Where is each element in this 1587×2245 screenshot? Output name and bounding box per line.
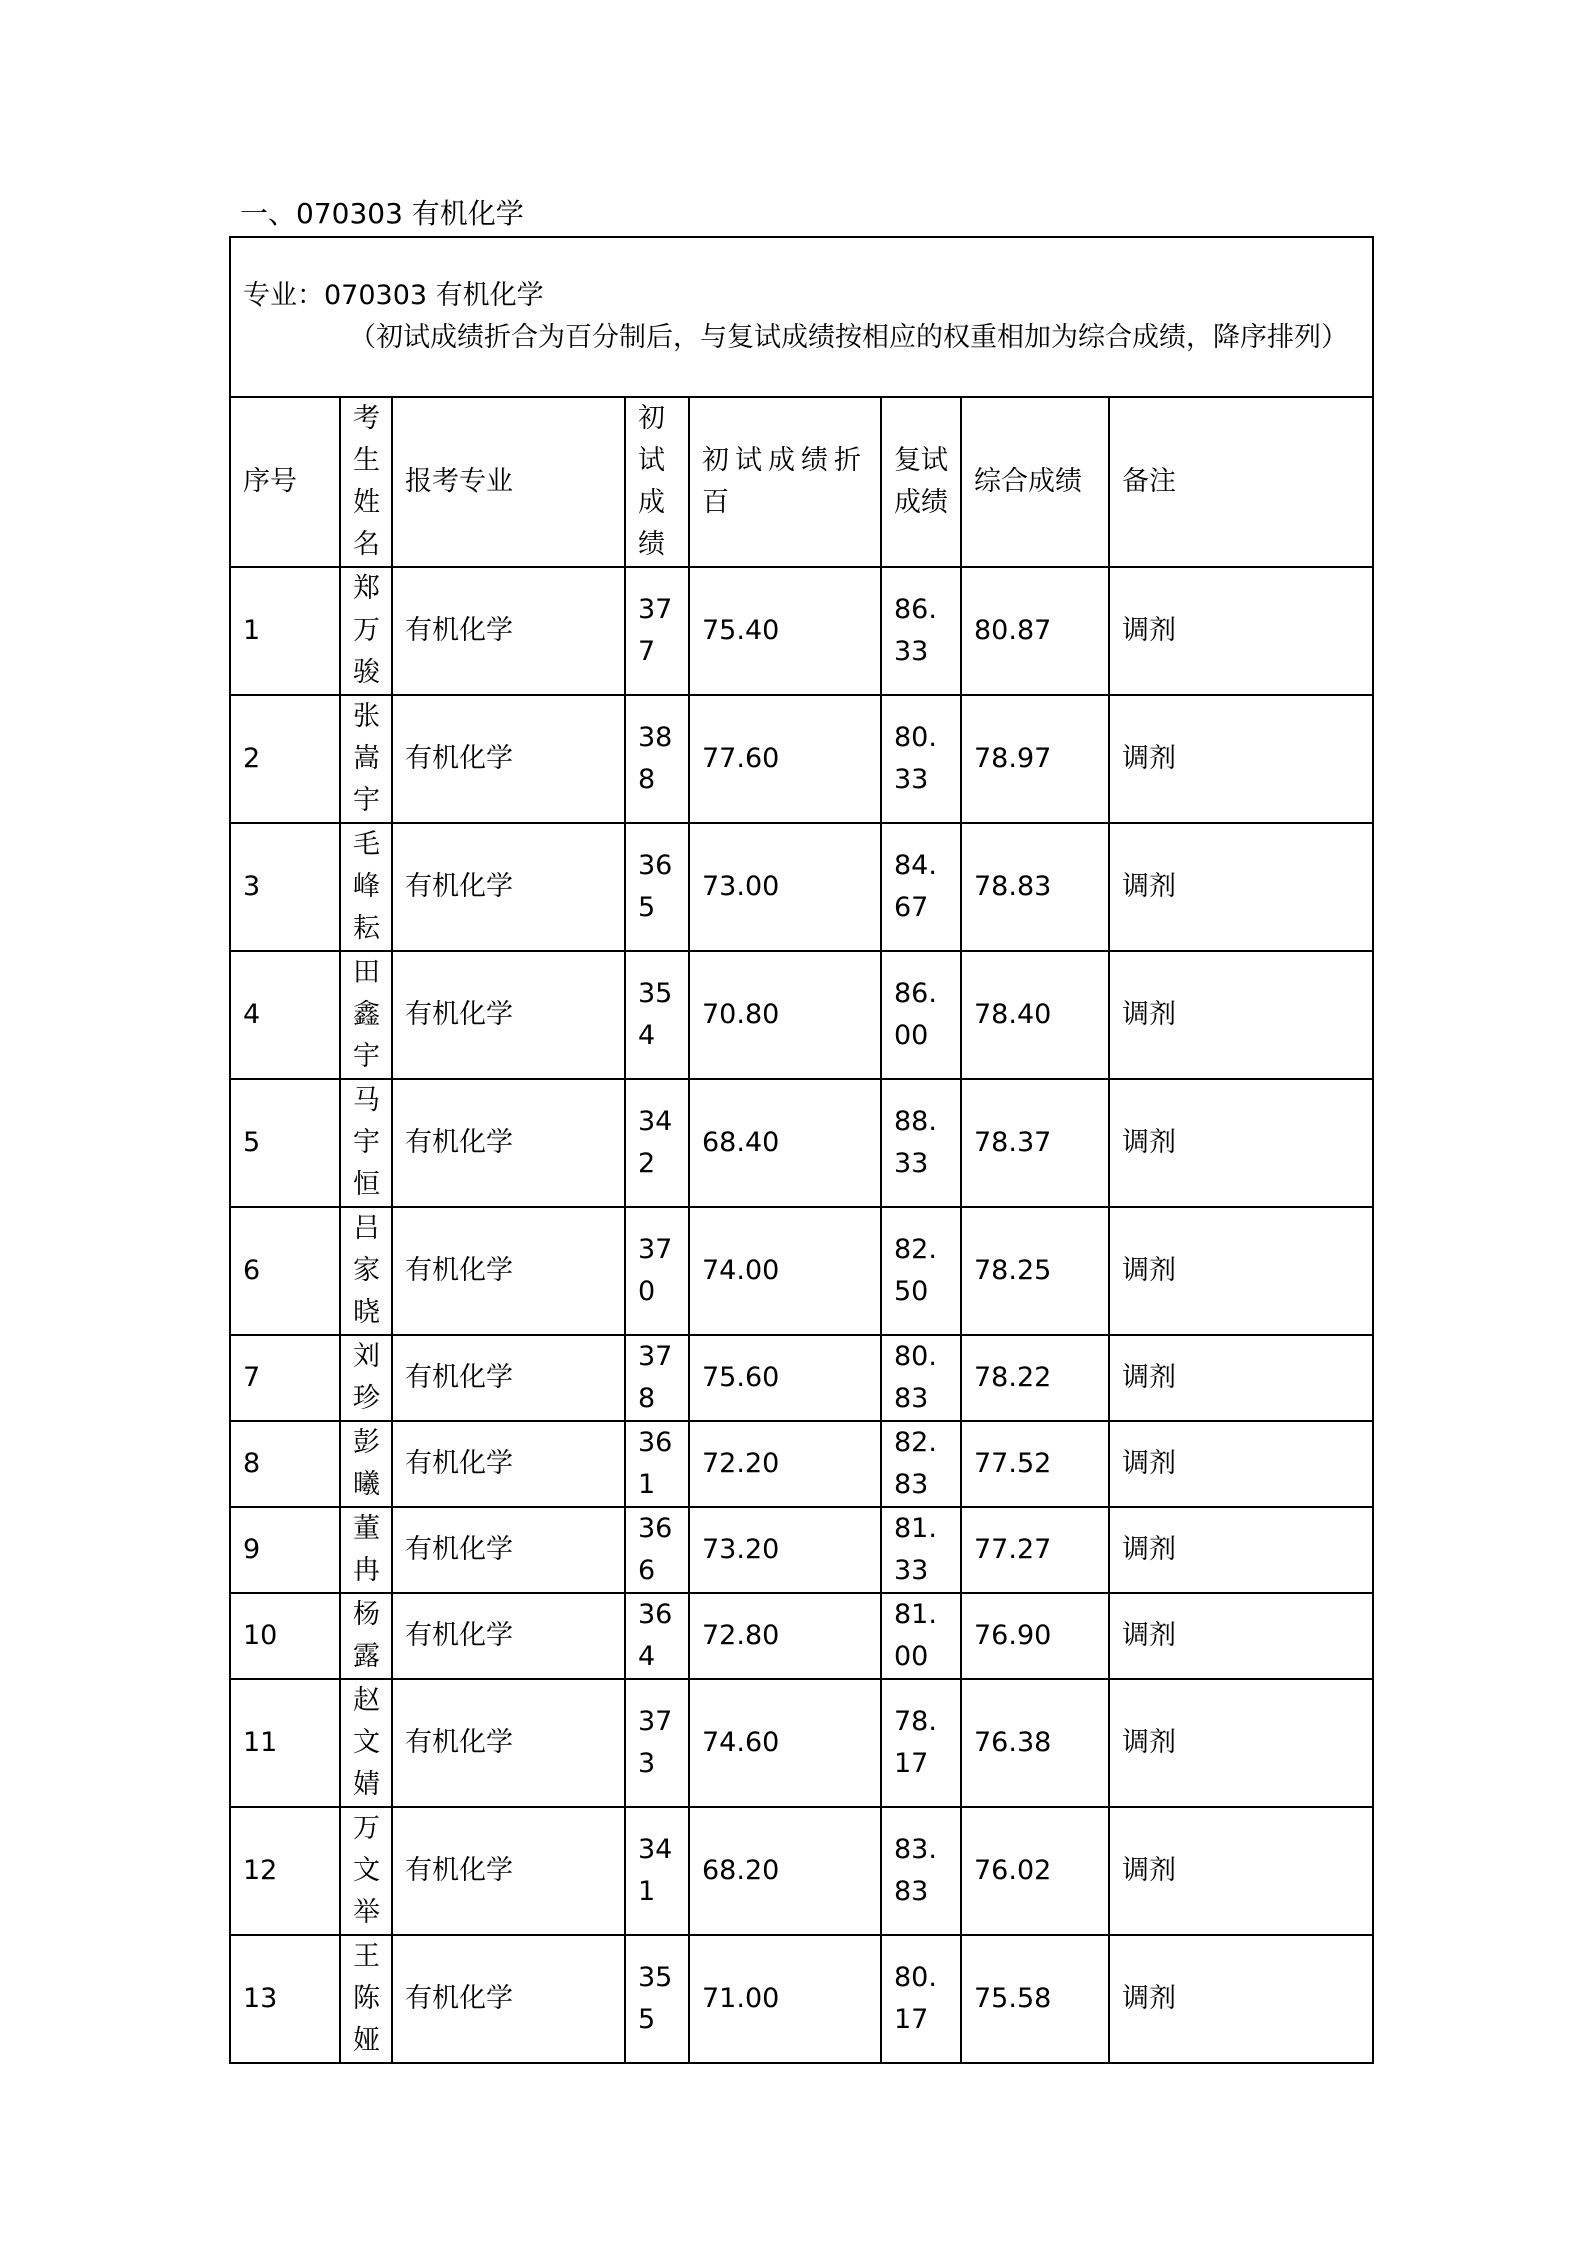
table-row (230, 695, 1373, 823)
table-caption (230, 237, 1373, 397)
col-header-prelim-pct: 初试成绩折百 (689, 397, 881, 567)
cell-prelim: 361 (625, 1421, 689, 1507)
cell-name: 张嵩宇 (340, 695, 392, 823)
cell-retest: 80.33 (881, 695, 961, 823)
table-row (230, 1935, 1373, 2063)
cell-prelim-pct: 73.20 (689, 1507, 881, 1593)
cell-total: 78.37 (961, 1079, 1109, 1207)
cell-prelim-pct: 72.20 (689, 1421, 881, 1507)
cell-major: 有机化学 (392, 1335, 625, 1421)
col-header-total: 综合成绩 (961, 397, 1109, 567)
table-row (230, 1679, 1373, 1807)
cell-note: 调剂 (1109, 1079, 1373, 1207)
cell-note: 调剂 (1109, 1207, 1373, 1335)
cell-note: 调剂 (1109, 1679, 1373, 1807)
cell-no: 3 (230, 823, 340, 951)
cell-note: 调剂 (1109, 1335, 1373, 1421)
cell-prelim: 370 (625, 1207, 689, 1335)
cell-total: 78.40 (961, 951, 1109, 1079)
cell-no: 8 (230, 1421, 340, 1507)
cell-prelim: 341 (625, 1807, 689, 1935)
table-row (230, 567, 1373, 695)
cell-major: 有机化学 (392, 951, 625, 1079)
cell-major: 有机化学 (392, 1421, 625, 1507)
cell-name: 万文举 (340, 1807, 392, 1935)
cell-note: 调剂 (1109, 823, 1373, 951)
cell-prelim-pct: 75.60 (689, 1335, 881, 1421)
cell-name: 董冉 (340, 1507, 392, 1593)
cell-retest: 88.33 (881, 1079, 961, 1207)
cell-no: 1 (230, 567, 340, 695)
cell-note: 调剂 (1109, 1507, 1373, 1593)
cell-no: 7 (230, 1335, 340, 1421)
cell-retest: 82.83 (881, 1421, 961, 1507)
cell-prelim-pct: 68.40 (689, 1079, 881, 1207)
cell-no: 5 (230, 1079, 340, 1207)
cell-note: 调剂 (1109, 567, 1373, 695)
cell-prelim-pct: 74.00 (689, 1207, 881, 1335)
cell-total: 76.38 (961, 1679, 1109, 1807)
cell-total: 78.97 (961, 695, 1109, 823)
table-row (230, 1207, 1373, 1335)
cell-prelim-pct: 73.00 (689, 823, 881, 951)
cell-prelim-pct: 68.20 (689, 1807, 881, 1935)
cell-major: 有机化学 (392, 1593, 625, 1679)
table-row (230, 1507, 1373, 1593)
cell-major: 有机化学 (392, 1507, 625, 1593)
cell-name: 田鑫宇 (340, 951, 392, 1079)
cell-retest: 80.83 (881, 1335, 961, 1421)
cell-name: 马宇恒 (340, 1079, 392, 1207)
cell-retest: 83.83 (881, 1807, 961, 1935)
header-row (230, 397, 1373, 567)
table-row (230, 1335, 1373, 1421)
cell-prelim-pct: 70.80 (689, 951, 881, 1079)
cell-no: 12 (230, 1807, 340, 1935)
cell-no: 10 (230, 1593, 340, 1679)
cell-prelim: 355 (625, 1935, 689, 2063)
cell-prelim: 365 (625, 823, 689, 951)
cell-major: 有机化学 (392, 1807, 625, 1935)
cell-total: 77.52 (961, 1421, 1109, 1507)
cell-no: 4 (230, 951, 340, 1079)
cell-retest: 84.67 (881, 823, 961, 951)
col-header-retest: 复试成绩 (881, 397, 961, 567)
cell-no: 2 (230, 695, 340, 823)
cell-note: 调剂 (1109, 1935, 1373, 2063)
cell-total: 77.27 (961, 1507, 1109, 1593)
cell-note: 调剂 (1109, 1593, 1373, 1679)
cell-prelim-pct: 71.00 (689, 1935, 881, 2063)
table-row (230, 1079, 1373, 1207)
cell-prelim: 373 (625, 1679, 689, 1807)
caption-major: 专业：070303 有机化学 (243, 280, 544, 311)
cell-name: 郑万骏 (340, 567, 392, 695)
results-table (229, 236, 1374, 2064)
cell-retest: 80.17 (881, 1935, 961, 2063)
cell-major: 有机化学 (392, 1935, 625, 2063)
col-header-no: 序号 (230, 397, 340, 567)
cell-retest: 86.33 (881, 567, 961, 695)
cell-name: 吕家晓 (340, 1207, 392, 1335)
col-header-name: 考生姓名 (340, 397, 392, 567)
table-row (230, 951, 1373, 1079)
table-row (230, 1593, 1373, 1679)
cell-name: 毛峰耘 (340, 823, 392, 951)
cell-total: 76.90 (961, 1593, 1109, 1679)
cell-name: 刘珍 (340, 1335, 392, 1421)
cell-major: 有机化学 (392, 567, 625, 695)
col-header-major: 报考专业 (392, 397, 625, 567)
section-heading: 一、070303 有机化学 (240, 197, 524, 230)
cell-retest: 81.00 (881, 1593, 961, 1679)
cell-name: 彭曦 (340, 1421, 392, 1507)
cell-note: 调剂 (1109, 1807, 1373, 1935)
cell-retest: 82.50 (881, 1207, 961, 1335)
cell-note: 调剂 (1109, 951, 1373, 1079)
cell-total: 78.83 (961, 823, 1109, 951)
cell-major: 有机化学 (392, 695, 625, 823)
cell-major: 有机化学 (392, 1679, 625, 1807)
cell-name: 杨露 (340, 1593, 392, 1679)
cell-major: 有机化学 (392, 1079, 625, 1207)
cell-retest: 78.17 (881, 1679, 961, 1807)
cell-prelim: 364 (625, 1593, 689, 1679)
col-header-note: 备注 (1109, 397, 1373, 567)
cell-prelim: 366 (625, 1507, 689, 1593)
cell-prelim: 342 (625, 1079, 689, 1207)
cell-prelim-pct: 72.80 (689, 1593, 881, 1679)
cell-total: 76.02 (961, 1807, 1109, 1935)
cell-no: 6 (230, 1207, 340, 1335)
cell-retest: 86.00 (881, 951, 961, 1079)
caption-note: （初试成绩折合为百分制后，与复试成绩按相应的权重相加为综合成绩，降序排列） (349, 322, 1348, 353)
cell-total: 78.22 (961, 1335, 1109, 1421)
cell-total: 78.25 (961, 1207, 1109, 1335)
cell-note: 调剂 (1109, 695, 1373, 823)
cell-prelim-pct: 77.60 (689, 695, 881, 823)
cell-prelim: 378 (625, 1335, 689, 1421)
cell-prelim: 354 (625, 951, 689, 1079)
cell-no: 13 (230, 1935, 340, 2063)
cell-no: 11 (230, 1679, 340, 1807)
cell-prelim: 377 (625, 567, 689, 695)
cell-total: 75.58 (961, 1935, 1109, 2063)
cell-name: 赵文婧 (340, 1679, 392, 1807)
table-row (230, 823, 1373, 951)
caption-row (230, 237, 1373, 397)
cell-retest: 81.33 (881, 1507, 961, 1593)
cell-prelim-pct: 75.40 (689, 567, 881, 695)
table-row (230, 1807, 1373, 1935)
cell-total: 80.87 (961, 567, 1109, 695)
cell-no: 9 (230, 1507, 340, 1593)
col-header-prelim: 初试成绩 (625, 397, 689, 567)
cell-name: 王陈娅 (340, 1935, 392, 2063)
cell-major: 有机化学 (392, 1207, 625, 1335)
cell-major: 有机化学 (392, 823, 625, 951)
table-row (230, 1421, 1373, 1507)
cell-prelim: 388 (625, 695, 689, 823)
cell-note: 调剂 (1109, 1421, 1373, 1507)
cell-prelim-pct: 74.60 (689, 1679, 881, 1807)
